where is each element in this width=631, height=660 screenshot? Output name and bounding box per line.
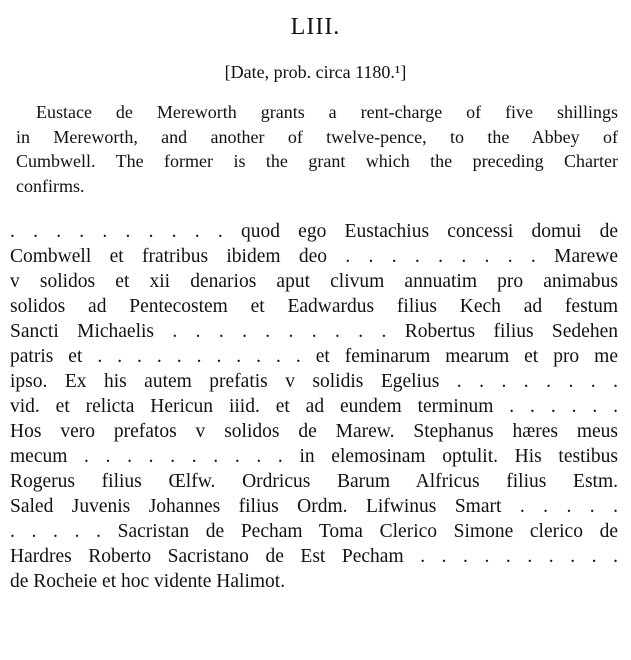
charter-line: . . . . . . . . . . quod ego Eustachius concessi domui de: [10, 221, 618, 242]
charter-line: patris et . . . . . . . . . . . et feminarum mearum et pro me: [10, 346, 618, 367]
summary-line: Cumbwell. The former is the grant which the preceding Charter: [16, 151, 618, 171]
summary-line: confirms.: [16, 175, 85, 196]
date-note: [Date, prob. circa 1180.¹]: [224, 62, 407, 82]
summary-line: Eustace de Mereworth grants a rent-charge of five shillings: [36, 102, 618, 122]
charter-line: v solidos et xii denarios aput clivum annuatim pro animabus: [10, 271, 618, 292]
charter-line: . . . . . Sacristan de Pecham Toma Clerico Simone clerico de: [10, 521, 618, 542]
charter-line: Combwell et fratribus ibidem deo . . . . . . . . . Marewe: [10, 246, 618, 267]
charter-line: Sancti Michaelis . . . . . . . . . . Robertus filius Sedehen: [10, 321, 618, 342]
charter-line: Rogerus filius Œlfw. Ordricus Barum Alfricus filius Estm.: [10, 471, 618, 492]
charter-summary: [16, 100, 618, 198]
charter-line: Saled Juvenis Johannes filius Ordm. Lifwinus Smart . . . . .: [10, 496, 618, 517]
summary-line: in Mereworth, and another of twelve-pence, to the Abbey of: [16, 126, 618, 147]
charter-line: de Rocheie et hoc vidente Halimot.: [10, 571, 286, 592]
charter-line: ipso. Ex his autem prefatis v solidis Egelius . . . . . . . .: [10, 371, 618, 392]
charter-line: mecum . . . . . . . . . . in elemosinam optulit. His testibus: [10, 446, 618, 467]
charter-line: Hos vero prefatos v solidos de Marew. Stephanus hæres meus: [10, 421, 618, 442]
charter-line: solidos ad Pentecostem et Eadwardus filius Kech ad festum: [10, 296, 618, 317]
charter-text: [10, 219, 618, 594]
charter-line: vid. et relicta Hericun iiid. et ad eundem terminum . . . . . .: [10, 396, 618, 417]
charter-line: Hardres Roberto Sacristano de Est Pecham . . . . . . . . . .: [10, 546, 618, 567]
charter-number-heading: LIII.: [290, 14, 341, 40]
